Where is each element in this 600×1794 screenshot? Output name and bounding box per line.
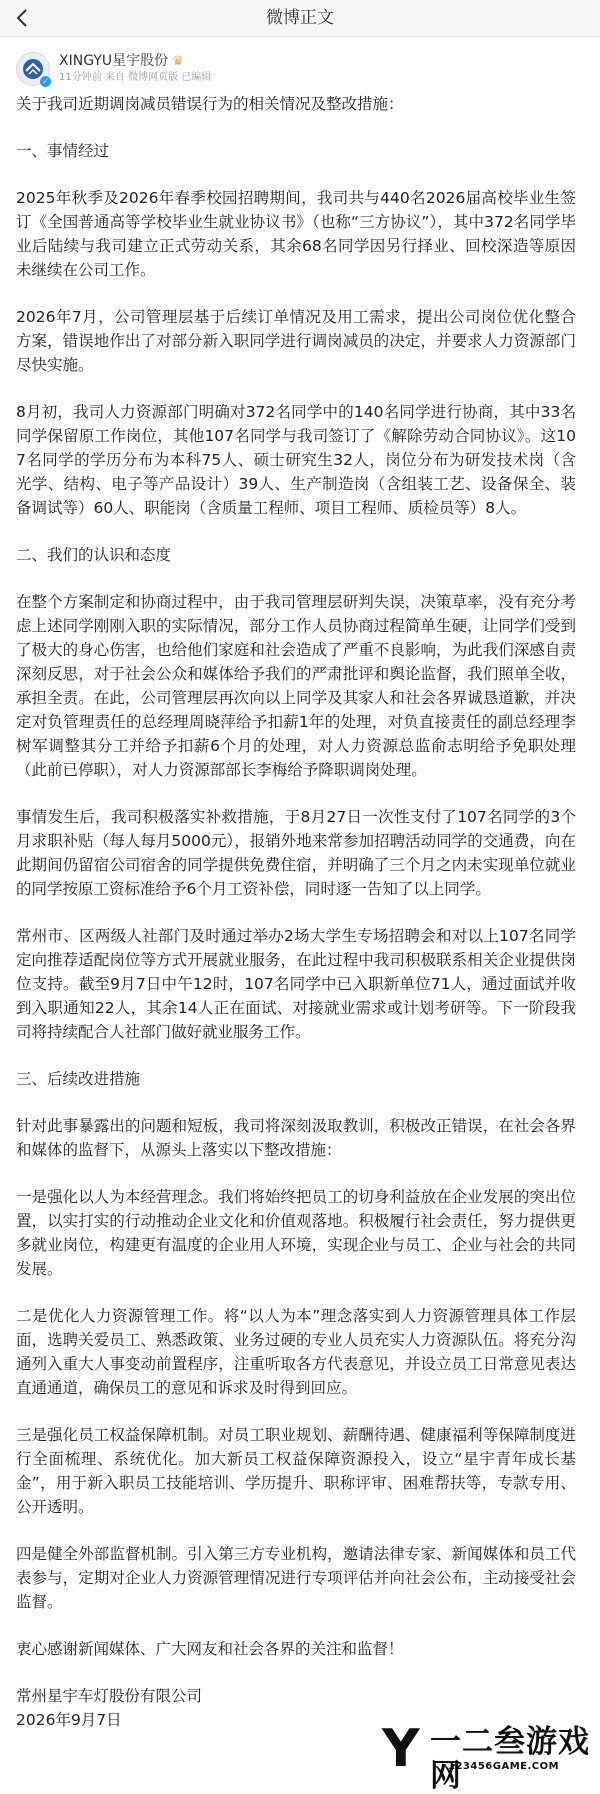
post-meta: 11分钟前 来自 微博网页版 已编辑 [59,72,212,83]
paragraph: 2025年秋季及2026年春季校园招聘期间，我司共与440名2026届高校毕业生签订《全国普通高等学校毕业生就业协议书》（也称“三方协议”），其中372名同学毕业后陆续与我司建立正式劳动关系，其余68名同学因另行择业、回校深造等原因未继续在公司工作。 [16,189,576,279]
paragraph: 关于我司近期调岗减员错误行为的相关情况及整改措施： [16,95,404,113]
paragraph-gap [16,116,576,139]
paragraph: 事情发生后，我司积极落实补救措施，于8月27日一次性支付了107名同学的3个月求职补贴（每人每月5000元），报销外地来常参加招聘活动同学的交通费，向在此期间仍留宿公司宿舍的同学提供免费住宿，并明确了三个月之内未实现单位就业的同学按原工资标准给予6个月工资补偿，同时逐一告知了以上同学。 [16,808,576,898]
paragraph-gap [16,1661,576,1684]
author-header [16,52,584,92]
paragraph: 二、我们的认识和态度 [16,546,172,564]
paragraph: 四是健全外部监督机制。引入第三方专业机构，邀请法律专家、新闻媒体和员工代表参与，定期对企业人力资源管理情况进行专项评估并向社会公布，主动接受社会监督。 [16,1545,576,1611]
site-watermark [382,1719,596,1794]
paragraph-gap [16,163,576,186]
paragraph-gap [16,1162,576,1185]
paragraph-gap [16,567,576,590]
paragraph: 衷心感谢新闻媒体、广大网友和社会各界的关注和监督！ [16,1640,404,1658]
paragraph: 在整个方案制定和协商过程中，由于我司管理层研判失误，决策草率，没有充分考虑上述同学刚刚入职的实际情况，部分工作人员协商过程简单生硬，让同学们受到了极大的身心伤害，也给他们家庭和社会造成了严重不良影响，为此我们深感自责深刻反思，对于社会公众和媒体给予我们的严肃批评和舆论监督，我们照单全收，承担全责。在此，公司管理层再次向以上同学及其家人和社会各界诚恳道歉，并决定对负管理责任的总经理周晓萍给予扣薪1年的处理，对负直接责任的副总经理李树军调整其分工并给予扣薪6个月的处理，对人力资源总监俞志明给予免职处理（此前已停职），对人力资源部部长李梅给予降职调岗处理。 [16,593,576,779]
top-nav-bar [0,0,600,37]
paragraph: 8月初，我司人力资源部门明确对372名同学中的140名同学进行协商，其中33名同学保留原工作岗位，其他107名同学与我司签订了《解除劳动合同协议》。这107名同学的学历分布为本科75人、硕士研究生32人，岗位分布为研发技术岗（含光学、结构、电子等产品设计）39人、生产制造岗（含组装工艺、设备保全、装备调试等）60人、职能岗（含质量工程师、项目工程师、质检员等）8人。 [16,403,576,517]
watermark-letter: Y [382,1719,420,1779]
paragraph-gap [16,377,576,400]
paragraph: 常州星宇车灯股份有限公司 2026年9月7日 [16,1687,203,1729]
author-name-text[interactable]: XINGYU星宇股份 [59,53,169,69]
verified-badge-icon: ✓ [39,75,52,88]
paragraph-gap [16,1614,576,1637]
paragraph: 一、事情经过 [16,142,110,160]
paragraph: 三是强化员工权益保障机制。对员工职业规划、薪酬待遇、健康福利等保障制度进行全面梳理、系统优化。加大新员工权益保障资源投入，设立“星宇青年成长基金”，用于新入职员工技能培训、学历提升、职称评审、困难帮扶等，专款专用、公开透明。 [16,1426,576,1516]
paragraph: 针对此事暴露出的问题和短板，我司将深刻汲取教训，积极改正错误，在社会各界和媒体的监督下，从源头上落实以下整改措施： [16,1117,576,1159]
crown-icon: ♛ [172,54,184,69]
watermark-text: 一二叁游戏网 [430,1724,590,1794]
paragraph-gap [16,520,576,543]
paragraph-gap [16,282,576,305]
paragraph-gap [16,782,576,805]
paragraph-gap [16,1400,576,1423]
author-name[interactable] [59,52,184,71]
paragraph: 三、后续改进措施 [16,1070,141,1088]
avatar[interactable] [16,52,50,86]
paragraph-gap [16,1044,576,1067]
paragraph-gap [16,1281,576,1304]
paragraph: 二是优化人力资源管理工作。将“以人为本”理念落实到人力资源管理具体工作层面，选聘关爱员工、熟悉政策、业务过硬的专业人员充实人力资源队伍。将充分沟通列入重大人事变动前置程序，注重听取各方代表意见，并设立员工日常意见表达直通通道，确保员工的意见和诉求及时得到回应。 [16,1307,576,1397]
paragraph: 常州市、区两级人社部门及时通过举办2场大学生专场招聘会和对以上107名同学定向推荐适配岗位等方式开展就业服务，在此过程中我司积极联系相关企业提供岗位支持。截至9月7日中午12时，107名同学中已入职新单位71人，通过面试并收到入职通知22人，其余14人正在面试、对接就业需求或计划考研等。下一阶段我司将持续配合人社部门做好就业服务工作。 [16,927,576,1041]
paragraph: 2026年7月，公司管理层基于后续订单情况及用工需求，提出公司岗位优化整合方案，错误地作出了对部分新入职同学进行调岗减员的决定，并要求人力资源部门尽快实施。 [16,308,576,374]
post-body [16,92,576,1732]
paragraph-gap [16,1519,576,1542]
paragraph-gap [16,901,576,924]
watermark-url: 123456GAME.COM [448,1761,560,1772]
paragraph: 一是强化以人为本经营理念。我们将始终把员工的切身利益放在企业发展的突出位置，以实打实的行动推动企业文化和价值观落地。积极履行社会责任，努力提供更多就业岗位，构建更有温度的企业用人环境，实现企业与员工、企业与社会的共同发展。 [16,1188,576,1278]
paragraph-gap [16,1091,576,1114]
page-title: 微博正文 [266,8,334,28]
